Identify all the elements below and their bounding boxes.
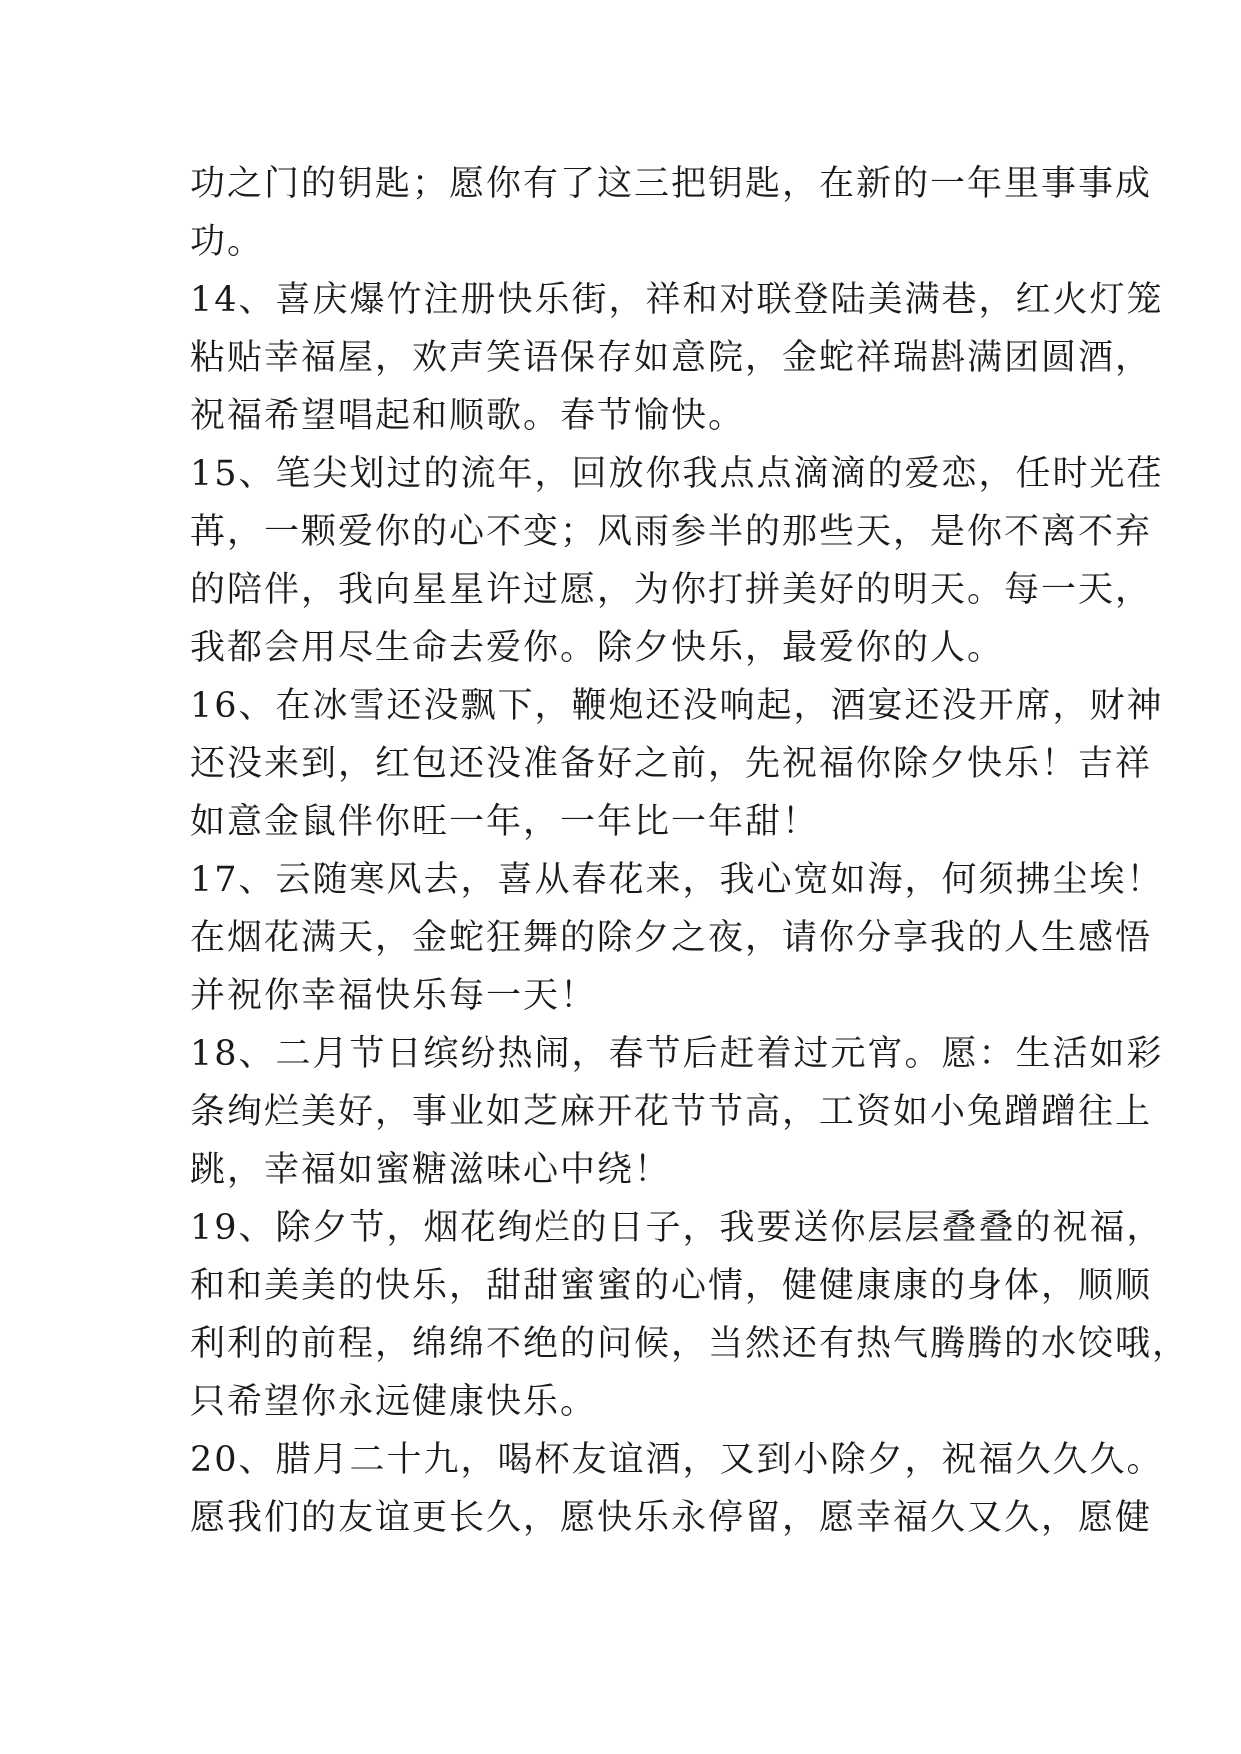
text-line: 并祝你幸福快乐每一天！ <box>190 976 598 1016</box>
text-line: 20、腊月二十九，喝杯友谊酒，又到小除夕，祝福久久久。 <box>190 1440 1164 1480</box>
text-line: 15、笔尖划过的流年，回放你我点点滴滴的爱恋，任时光荏 <box>190 454 1164 494</box>
document-body <box>190 155 1190 1547</box>
text-line: 只希望你永远健康快乐。 <box>190 1382 598 1422</box>
text-line: 16、在冰雪还没飘下，鞭炮还没响起，酒宴还没开席，财神 <box>190 686 1164 726</box>
text-line: 还没来到，红包还没准备好之前，先祝福你除夕快乐！吉祥 <box>190 744 1153 784</box>
text-line: 跳，幸福如蜜糖滋味心中绕！ <box>190 1150 672 1190</box>
text-line: 利利的前程，绵绵不绝的问候，当然还有热气腾腾的水饺哦， <box>190 1324 1190 1364</box>
text-line: 愿我们的友谊更长久，愿快乐永停留，愿幸福久又久，愿健 <box>190 1498 1153 1538</box>
text-line: 18、二月节日缤纷热闹，春节后赶着过元宵。愿：生活如彩 <box>190 1034 1164 1074</box>
text-line: 功之门的钥匙；愿你有了这三把钥匙，在新的一年里事事成 <box>190 164 1153 204</box>
text-line: 14、喜庆爆竹注册快乐街，祥和对联登陆美满巷，红火灯笼 <box>190 280 1164 320</box>
text-line: 17、云随寒风去，喜从春花来，我心宽如海，何须拂尘埃！ <box>190 860 1164 900</box>
text-line: 在烟花满天，金蛇狂舞的除夕之夜，请你分享我的人生感悟 <box>190 918 1153 958</box>
text-line: 我都会用尽生命去爱你。除夕快乐，最爱你的人。 <box>190 628 1005 668</box>
text-line: 如意金鼠伴你旺一年，一年比一年甜！ <box>190 802 820 842</box>
text-line: 粘贴幸福屋，欢声笑语保存如意院，金蛇祥瑞斟满团圆酒， <box>190 338 1153 378</box>
text-line: 苒，一颗爱你的心不变；风雨参半的那些天，是你不离不弃 <box>190 512 1153 552</box>
text-line: 条绚烂美好，事业如芝麻开花节节高，工资如小兔蹭蹭往上 <box>190 1092 1153 1132</box>
text-line: 祝福希望唱起和顺歌。春节愉快。 <box>190 396 746 436</box>
text-line: 的陪伴，我向星星许过愿，为你打拼美好的明天。每一天， <box>190 570 1153 610</box>
text-line: 和和美美的快乐，甜甜蜜蜜的心情，健健康康的身体，顺顺 <box>190 1266 1153 1306</box>
text-line: 19、除夕节，烟花绚烂的日子，我要送你层层叠叠的祝福， <box>190 1208 1164 1248</box>
text-line: 功。 <box>190 222 265 262</box>
